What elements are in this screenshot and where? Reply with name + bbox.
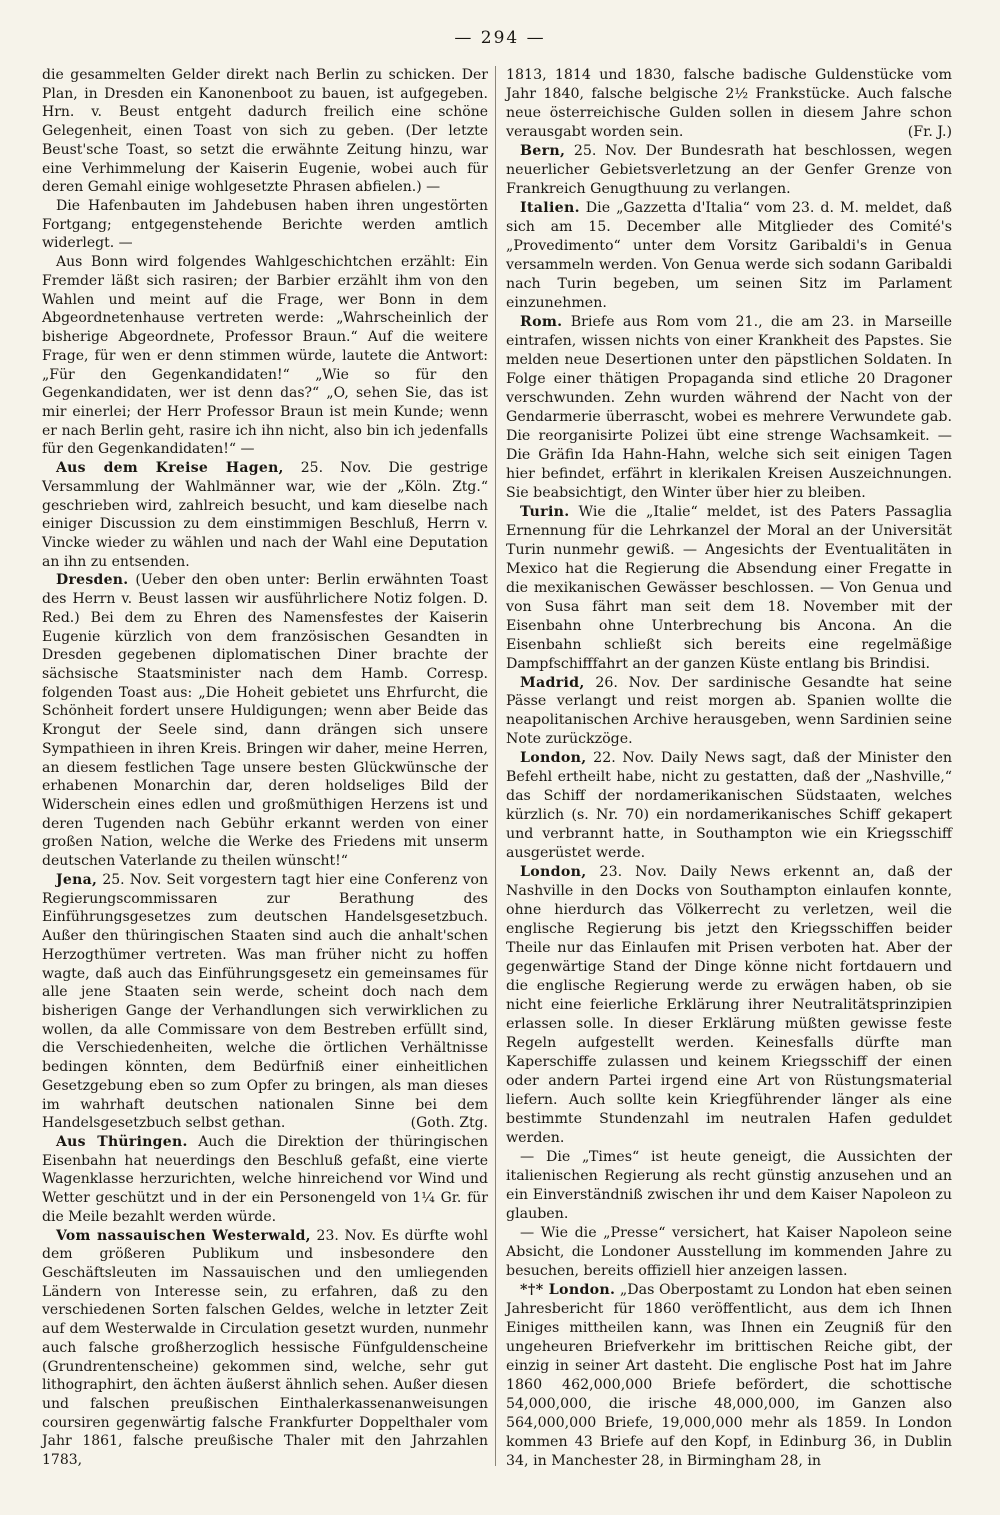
page-number: — 294 — [454, 28, 546, 48]
article-text: „Das Oberpostamt zu London hat eben seinen Jahresbericht für 1860 veröffentlicht, aus dem ich Ihnen Einiges mittheilen kann, was Ihnen ein Zeugniß für den ungeheuren Briefverkehr im brittischen Reiche gibt, der einzig in seiner Art dasteht. Die englische Post hat im Jahre 1860 462,000,000 Briefe befördert, die schottische 54,000,000, die irische 48,000,000, im Ganzen also 564,000,000 Briefe, 19,000,000 mehr als 1859. In London kommen 43 Briefe auf den Kopf, in Edinburg 36, in Dublin 34, in Manchester 28, in Birmingham 28, in [506, 1282, 952, 1469]
article-paragraph [506, 1224, 952, 1281]
article-dateline: Dresden. [56, 572, 129, 589]
article-paragraph [506, 66, 952, 142]
article-text: 1813, 1814 und 1830, falsche badische Guldenstücke vom Jahr 1840, falsche belgische 2½ Frankstücke. Auch falsche neue österreichische Gulden sollen in diesem Jahre schon verausgabt worden sein. [506, 67, 952, 140]
article-dateline: *†* London. [520, 1282, 616, 1298]
article-source: (Goth. Ztg. [410, 1115, 488, 1132]
article-text: 25. Nov. Der Bundesrath hat beschlossen, wegen neuerlicher Gebietsverletzung an der Genfer Grenze von Frankreich Genugthuung zu verlangen. [506, 142, 952, 197]
article-text: — Wie die „Presse“ versichert, hat Kaiser Napoleon seine Absicht, die Londoner Ausstellung im kommenden Jahre zu besuchen, bereits offiziell hier anzeigen lassen. [506, 1225, 952, 1280]
article-text: Briefe aus Rom vom 21., die am 23. in Marseille eintrafen, wissen nichts von einer Krankheit des Papstes. Sie melden neue Desertionen unter den päpstlichen Soldaten. In Folge einer thätigen Propaganda sind etliche 20 Dragoner verschwunden. Zehn wurden während der Nacht von der Gendarmerie überrascht, wobei es mehrere Verwundete gab. Die reorganisirte Polizei übt eine strenge Wachsamkeit. — Die Gräfin Ida Hahn-Hahn, welche sich seit einigen Tagen hier befindet, erfährt in klerikalen Kreisen Auszeichnungen. Sie beabsichtigt, den Winter über hier zu bleiben. [506, 313, 952, 501]
article-dateline: Vom nassauischen Westerwald, [56, 1227, 311, 1244]
article-dateline: London, [520, 864, 587, 881]
article-paragraph [506, 674, 952, 750]
article-dateline: Turin. [520, 503, 570, 520]
article-dateline: Jena, [56, 871, 98, 888]
article-text: Die Hafenbauten im Jahdebusen haben ihren ungestörten Fortgang; entgegenstehende Berichte werden amtlich widerlegt. — [42, 198, 488, 252]
article-paragraph [42, 571, 488, 871]
article-dateline: Rom. [520, 313, 563, 330]
column-divider [495, 66, 496, 1466]
article-text: 25. Nov. Die gestrige Versammlung der Wahlmänner war, wie der „Köln. Ztg.“ geschrieben wird, zahlreich besucht, und kam dieselbe nach einiger Discussion zu dem einstimmigen Beschluß, Herrn v. Vincke wieder zu wählen und nach der Wahl eine Deputation an ihn zu entsenden. [42, 460, 488, 570]
article-dateline: Italien. [520, 199, 580, 216]
right-column [506, 66, 952, 1471]
article-text: 25. Nov. Seit vorgestern tagt hier eine Conferenz von Regierungscommissaren zur Berathung des Einführungsgesetzes zum deutschen Handelsgesetzbuch. Außer den thüringischen Staaten sind auch die anhalt'schen Herzogthümer vertreten. Was man früher nicht zu hoffen wagte, daß auch das Einführungsgesetz ein gemeinsames für alle jene Staaten sein werde, scheint doch nach dem bisherigen Gange der Verhandlungen sich verwirklichen zu wollen, da alle Commissare von dem Bestreben erfüllt sind, die Verschiedenheiten, welche die örtlichen Verhältnisse bedingen könnten, dem Bedürfniß einer einheitlichen Gesetzgebung eben so zum Opfer zu bringen, als man dieses im wahrhaft deutschen nationalen Sinne bei dem Handelsgesetzbuch selbst gethan. [42, 871, 488, 1132]
article-text: Auch die Direktion der thüringischen Eisenbahn hat neuerdings den Beschluß gefaßt, eine vierte Wagenklasse herzurichten, welche hinreichend vor Wind und Wetter geschützt und in der ein Personengeld von 1¼ Gr. für die Meile bezahlt werden würde. [42, 1133, 488, 1225]
article-dateline: Bern, [520, 142, 566, 159]
article-text: die gesammelten Gelder direkt nach Berlin zu schicken. Der Plan, in Dresden ein Kanonenboot zu bauen, ist aufgegeben. Hrn. v. Beust entgeht dadurch freilich eine schöne Gelegenheit, einen Toast von sich zu geben. (Der letzte Beust'sche Toast, so setzt die erwähnte Zeitung hinzu, war eine Verhimmelung der Kaiserin Eugenie, wobei auch für deren Gemahl einige wohlgesetzte Phrasen abfielen.) — [42, 67, 488, 196]
article-paragraph [42, 871, 488, 1133]
article-paragraph [42, 1133, 488, 1227]
article-paragraph [506, 863, 952, 1148]
article-paragraph [506, 749, 952, 863]
article-paragraph [506, 503, 952, 674]
article-paragraph [506, 1148, 952, 1224]
article-text: Aus Bonn wird folgendes Wahlgeschichtchen erzählt: Ein Fremder läßt sich rasiren; der Barbier erzählt ihm von den Wahlen und meint auf die Frage, wer Bonn in dem Abgeordnetenhause vertreten werde: „Wahrscheinlich der bisherige Abgeordnete, Professor Braun.“ Auf die weitere Frage, für wen er denn stimmen würde, lautete die Antwort: „Für den Gegenkandidaten!“ „Wie so für den Gegenkandidaten, wer ist denn das?“ „O, sehen Sie, das ist mir einerlei; der Herr Professor Braun ist mein Kunde; wenn er nach Berlin geht, rasire ich ihn nicht, also bin ich jedenfalls für den Gegenkandidaten!“ — [42, 254, 488, 458]
article-text: 22. Nov. Daily News sagt, daß der Minister den Befehl ertheilt habe, nicht zu gestatten, daß der „Nashville,“ das Schiff der nordamerikanischen Südstaaten, welches kürzlich (s. Nr. 70) ein nordamerikanisches Schiff gekapert und verbrannt hatte, in Southampton wie ein Kriegsschiff ausgerüstet werde. [506, 750, 952, 862]
article-dateline: Aus Thüringen. [56, 1133, 188, 1150]
article-paragraph [506, 142, 952, 199]
article-dateline: London, [520, 750, 587, 767]
article-paragraph [506, 1281, 952, 1471]
article-paragraph [506, 313, 952, 503]
article-paragraph [42, 459, 488, 571]
article-dateline: Madrid, [520, 674, 585, 691]
article-paragraph [506, 199, 952, 313]
article-paragraph [42, 66, 488, 197]
article-text: Die „Gazzetta d'Italia“ vom 23. d. M. meldet, daß sich am 15. December alle Mitglieder des Comité's „Provedimento“ unter dem Vorsitz Garibaldi's in Genua versammeln werden. Von Genua werde sich sodann Garibaldi nach Turin begeben, um seinen Sitz im Parlament einzunehmen. [506, 199, 952, 311]
article-dateline: Aus dem Kreise Hagen, [56, 460, 284, 477]
article-paragraph [42, 197, 488, 253]
article-text: 23. Nov. Es dürfte wohl dem größeren Publikum und insbesondere den Geschäftsleuten im Nassauischen und den umliegenden Ländern von Interesse sein, zu erfahren, daß zu den verschiedenen Sorten falschen Geldes, welche in letzter Zeit auf dem Westerwalde in Circulation gesetzt wurden, nunmehr auch falsche großherzoglich hessische Fünfguldenscheine (Grundrentenscheine) gekommen sind, welche, sehr gut lithographirt, den ächten äußerst ähnlich sehen. Außer diesen und falschen preußischen Einthalerkassenanweisungen coursiren gegenwärtig falsche Frankfurter Doppelthaler vom Jahr 1861, falsche preußische Thaler mit den Jahrzahlen 1783, [42, 1227, 489, 1469]
article-paragraph [42, 253, 488, 459]
article-text: 26. Nov. Der sardinische Gesandte hat seine Pässe verlangt und reist morgen ab. Spanien wollte die neapolitanischen Archive herausgeben, wenn Sardinien seine Note zurückzöge. [506, 674, 952, 748]
left-column [42, 66, 488, 1470]
article-text: 23. Nov. Daily News erkennt an, daß der Nashville in den Docks von Southampton einlaufen konnte, ohne hierdurch das Völkerrecht zu verletzen, weil die englische Regierung bis jetzt den Kriegsschiffen beider Theile nur das Einlaufen mit Prisen verboten hat. Aber der gegenwärtige Stand der Dinge könne nicht fortdauern und die englische Regierung werde zu erwägen haben, ob sie nicht eine feierliche Erklärung ihrer Neutralitätsprinzipien erlassen solle. In dieser Erklärung müßten gewisse feste Regeln aufgestellt werden. Keinesfalls dürfte man Kaperschiffe zulassen und keinem Kriegsschiff der einen oder andern Partei irgend eine Art von Rüstungsmaterial liefern. Auch sollte kein Kriegführender länger als eine bestimmte Stundenzahl im neutralen Hafen geduldet werden. [506, 864, 952, 1147]
article-source: (Fr. J.) [907, 123, 952, 140]
article-text: — Die „Times“ ist heute geneigt, die Aussichten der italienischen Regierung als recht günstig anzusehen und an ein Einverständniß zwischen ihr und dem Kaiser Napoleon zu glauben. [506, 1149, 952, 1223]
article-text: (Ueber den oben unter: Berlin erwähnten Toast des Herrn v. Beust lassen wir ausführlichere Notiz folgen. D. Red.) Bei dem zu Ehren des Namensfestes der Kaiserin Eugenie kürzlich von dem französischen Gesandten in Dresden gegebenen diplomatischen Diner brachte der sächsische Staatsminister nach dem Hamb. Corresp. folgenden Toast aus: „Die Hoheit gebietet uns Ehrfurcht, die Schönheit fordert unsere Huldigungen; wenn aber Beide das Krongut der Seele sind, dann drängen sich unsere Sympathieen in ihren Kreis. Bringen wir daher, meine Herren, an diesem festlichen Tage unsere besten Glückwünsche der erhabenen Monarchin dar, deren holdseliges Bild der Widerschein eines edlen und großmüthigen Herzens ist und deren Tugenden nach Gebühr erkannt werden von einer großen Nation, welche die Werke des Friedens mit unserm deutschen Vaterlande zu theilen wünscht!“ [42, 572, 488, 870]
article-text: Wie die „Italie“ meldet, ist des Paters Passaglia Ernennung für die Lehrkanzel der Moral an der Universität Turin nunmehr gewiß. — Angesichts der Eventualitäten in Mexico hat die Regierung die Absendung einer Fregatte in die mexikanischen Gewässer beschlossen. — Von Genua und von Susa fährt man seit dem 18. November mit der Eisenbahn ohne Unterbrechung bis Ancona. An die Eisenbahn schließt sich bereits eine regelmäßige Dampfschifffahrt an der ganzen Küste entlang bis Brindisi. [506, 503, 952, 672]
article-paragraph [42, 1227, 488, 1470]
